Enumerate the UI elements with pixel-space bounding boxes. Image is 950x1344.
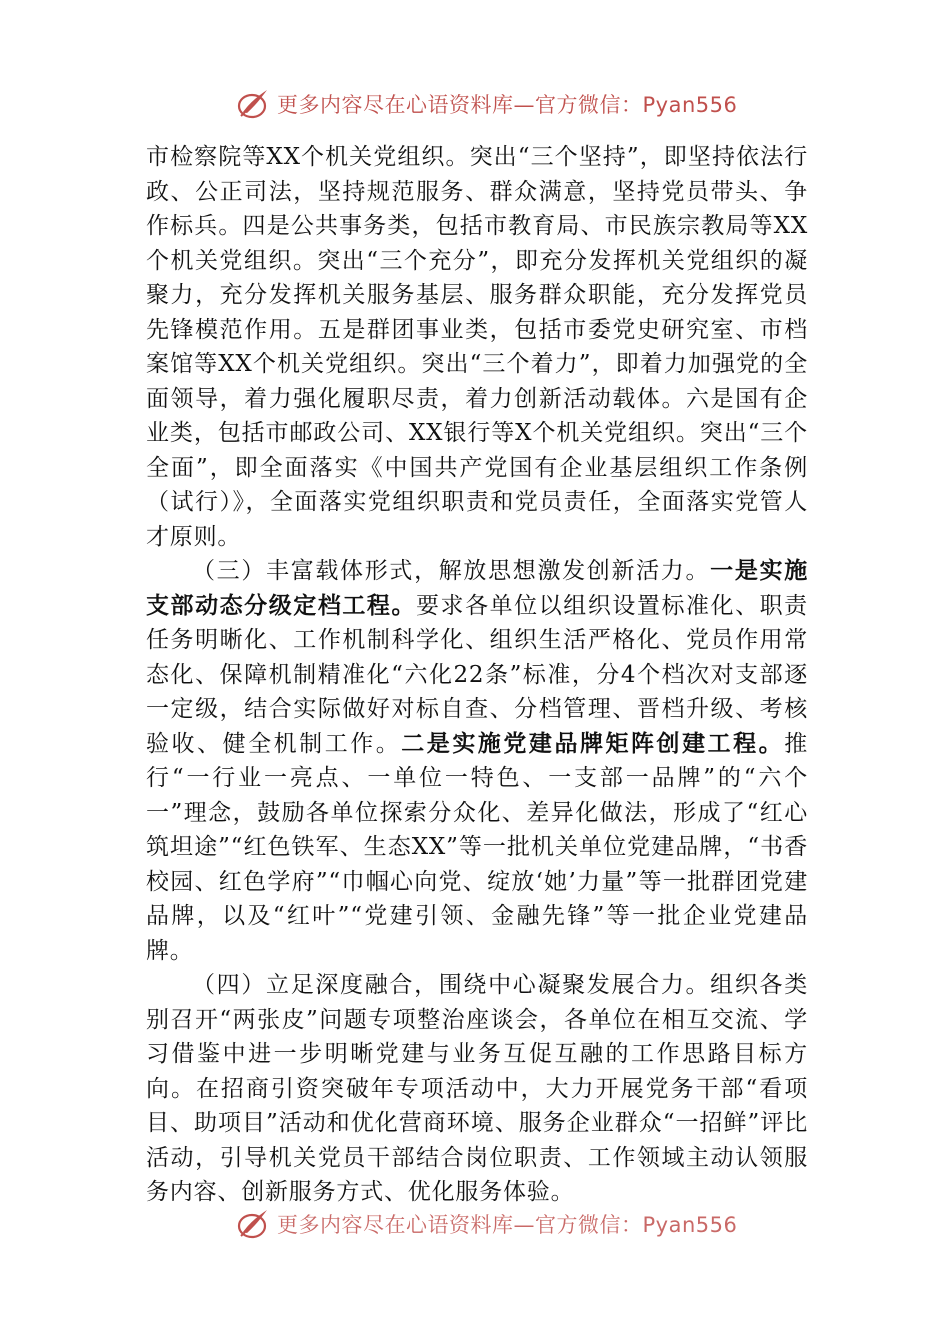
- quill-logo-icon: [235, 86, 271, 122]
- text-segment: 市检察院等XX个机关党组织。突出“三个坚持”，即坚持依法行政、公正司法，坚持规范服务、群众满意，坚持党员带头、争作标兵。四是公共事务类，包括市教育局、市民族宗教局等XX个机关党组织。突出“三个充分”，即充分发挥机关党组织的凝聚力，充分发挥机关服务基层、服务群众职能，充分发挥党员先锋模范作用。五是群团事业类，包括市委党史研究室、市档案馆等XX个机关党组织。突出“三个着力”，即着力加强党的全面领导，着力强化履职尽责，着力创新活动载体。六是国有企业类，包括市邮政公司、XX银行等X个机关党组织。突出“三个全面”，即全面落实《中国共产党国有企业基层组织工作条例（试行）》，全面落实党组织职责和党员责任，全面落实党管人才原则。: [146, 144, 808, 550]
- watermark-text: 更多内容尽在心语资料库—官方微信：Pyan556: [277, 93, 738, 117]
- paragraph: [146, 554, 808, 968]
- paragraph: [146, 140, 808, 554]
- text-segment: （四）立足深度融合，围绕中心凝聚发展合力。组织各类别召开“两张皮”问题专项整治座谈会，各单位在相互交流、学习借鉴中进一步明晰党建与业务互促互融的工作思路目标方向。在招商引资突破年专项活动中，大力开展党务干部“看项目、助项目”活动和优化营商环境、服务企业群众“一招鲜”评比活动，引导机关党员干部结合岗位职责、工作领域主动认领服务内容、创新服务方式、优化服务体验。: [146, 972, 808, 1205]
- watermark-banner-bottom: [235, 1206, 737, 1242]
- section-heading: （三）丰富载体形式，解放思想激发创新活力。: [192, 558, 711, 584]
- bold-lead-phrase: 一是实施支部动态分级定档工程。: [146, 557, 808, 619]
- text-segment: 推行“一行业一亮点、一单位一特色、一支部一品牌”的“六个一”理念，鼓励各单位探索分众化、差异化做法，形成了“红心筑坦途”“红色铁军、生态XX”等一批机关单位党建品牌，“书香校园、红色学府”“巾帼心向党、绽放‘她’力量”等一批群团党建品牌，以及“红叶”“党建引领、金融先锋”等一批企业党建品牌。: [146, 730, 809, 964]
- paragraph: [146, 968, 808, 1210]
- text-segment: 要求各单位以组织设置标准化、职责任务明晰化、工作机制科学化、组织生活严格化、党员作用常态化、保障机制精准化“六化22条”标准，分4个档次对支部逐一定级，结合实际做好对标自查、分档管理、晋档升级、考核验收、健全机制工作。: [146, 592, 808, 757]
- watermark-banner-top: [235, 84, 737, 124]
- watermark-text: 更多内容尽在心语资料库—官方微信：Pyan556: [277, 1213, 738, 1237]
- document-body: [146, 140, 808, 1210]
- quill-logo-icon: [235, 1206, 271, 1242]
- bold-lead-phrase: 二是实施党建品牌矩阵创建工程。: [401, 729, 785, 757]
